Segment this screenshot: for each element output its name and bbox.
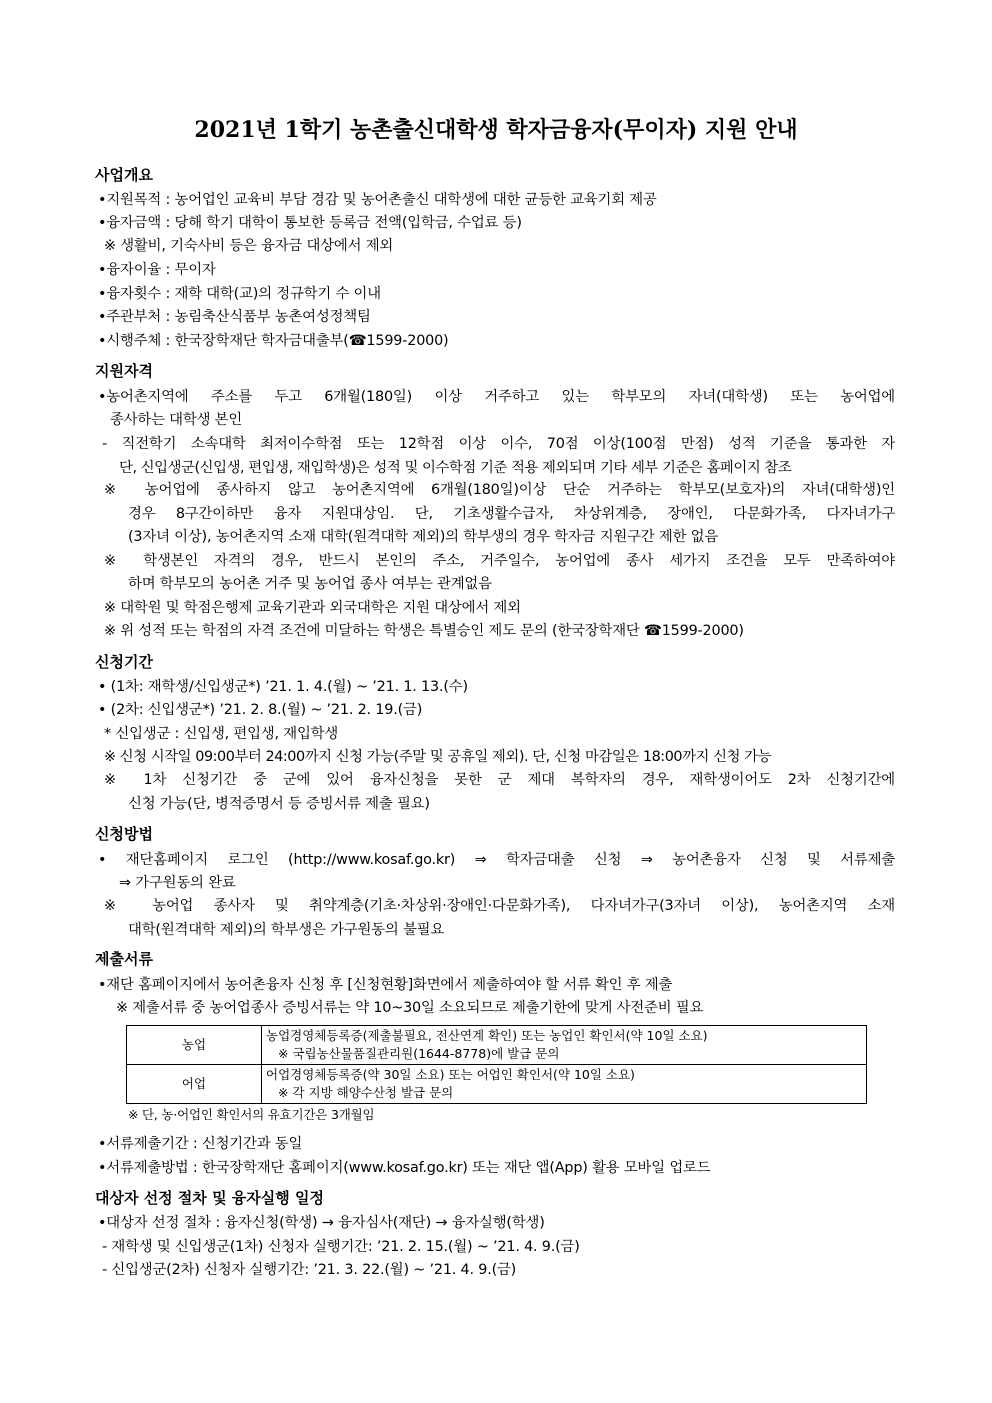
method-line: • 재단홈페이지 로그인 (http://www.kosaf.go.kr) ⇒ 학자금대출 신청 ⇒ 농어촌융자 신청 및 서류제출: [98, 852, 895, 868]
eligibility-note: 하며 학부모의 농어촌 거주 및 농어업 종사 여부는 관계없음: [128, 576, 492, 592]
table-detail-text: 농업경영체등록증(제출불필요, 전산연계 확인) 또는 농업인 확인서(약 10일 소요): [266, 1028, 708, 1043]
period-note: 신청 가능(단, 병적증명서 등 증빙서류 제출 필요): [128, 796, 430, 812]
method-line: ⇒ 가구원동의 완료: [119, 875, 236, 891]
documents-table: [126, 1025, 867, 1104]
section-heading-method: 신청방법: [95, 825, 153, 843]
selection-schedule: - 재학생 및 신입생군(1차) 신청자 실행기간: ’21. 2. 15.(월) ~ ’21. 4. 9.(금): [102, 1239, 580, 1255]
overview-amount: •융자금액 : 당해 학기 대학이 통보한 등록금 전액(입학금, 수업료 등): [98, 215, 522, 231]
table-detail-note: ※ 국립농산물품질관리원(1644-8778)에 발급 문의: [278, 1046, 560, 1061]
overview-count: •융자횟수 : 재학 대학(교)의 정규학기 수 이내: [98, 286, 381, 302]
overview-agency: •시행주체 : 한국장학재단 학자금대출부(☎1599-2000): [98, 333, 449, 349]
period-second-round: • (2차: 신입생군*) ’21. 2. 8.(월) ~ ’21. 2. 19.(금): [98, 702, 423, 718]
eligibility-note: ※ 대학원 및 학점은행제 교육기관과 외국대학은 지원 대상에서 제외: [104, 600, 521, 616]
eligibility-note: ※ 위 성적 또는 학점의 자격 조건에 미달하는 학생은 특별승인 제도 문의 (한국장학재단 ☎1599-2000): [104, 623, 744, 639]
eligibility-note: (3자녀 이상), 농어촌지역 소재 대학(원격대학 제외)의 학부생의 경우 학자금 지원구간 제한 없음: [128, 529, 719, 545]
section-heading-selection: 대상자 선정 절차 및 융자실행 일정: [95, 1189, 324, 1207]
eligibility-line: 단, 신입생군(신입생, 편입생, 재입학생)은 성적 및 이수학점 기준 적용 제외되며 기타 세부 기준은 홈페이지 참조: [119, 460, 792, 476]
documents-method: •서류제출방법 : 한국장학재단 홈페이지(www.kosaf.go.kr) 또는 재단 앱(App) 활용 모바일 업로드: [98, 1160, 711, 1176]
method-note: ※ 농어업 종사자 및 취약계층(기초·차상위·장애인·다문화가족), 다자녀가구(3자녀 이상), 농어촌지역 소재: [104, 898, 895, 914]
table-category-cell: 농업: [127, 1026, 262, 1065]
eligibility-line: •농어촌지역에 주소를 두고 6개월(180일) 이상 거주하고 있는 학부모의 자녀(대학생) 또는 농어업에: [98, 389, 895, 405]
table-detail-note: ※ 각 지방 해양수산청 발급 문의: [278, 1085, 454, 1100]
section-heading-period: 신청기간: [95, 653, 153, 671]
period-note: ※ 신청 시작일 09:00부터 24:00까지 신청 가능(주말 및 공휴일 제외). 단, 신청 마감일은 18:00까지 신청 가능: [104, 749, 772, 765]
documents-line: •재단 홈페이지에서 농어촌융자 신청 후 [신청현황]화면에서 제출하여야 할 서류 확인 후 제출: [98, 977, 673, 993]
overview-purpose: •지원목적 : 농어업인 교육비 부담 경감 및 농어촌출신 대학생에 대한 균등한 교육기회 제공: [98, 192, 657, 208]
eligibility-note: ※ 농어업에 종사하지 않고 농어촌지역에 6개월(180일)이상 단순 거주하는 학부모(보호자)의 자녀(대학생)인: [104, 482, 895, 498]
document-title: 2021년 1학기 농촌출신대학생 학자금융자(무이자) 지원 안내: [194, 117, 798, 143]
eligibility-note: 경우 8구간이하만 융자 지원대상임. 단, 기초생활수급자, 차상위계층, 장애인, 다문화가족, 다자녀가구: [128, 506, 895, 522]
selection-schedule: - 신입생군(2차) 신청자 실행기간: ’21. 3. 22.(월) ~ ’21. 4. 9.(금): [102, 1262, 517, 1278]
overview-interest: •융자이율 : 무이자: [98, 262, 216, 278]
eligibility-line: - 직전학기 소속대학 최저이수학점 또는 12학점 이상 이수, 70점 이상(100점 만점) 성적 기준을 통과한 자: [102, 436, 895, 452]
period-freshman-note: * 신입생군 : 신입생, 편입생, 재입학생: [104, 726, 339, 742]
table-detail-cell: [262, 1026, 867, 1065]
method-note: 대학(원격대학 제외)의 학부생은 가구원동의 불필요: [128, 922, 445, 938]
table-row: [127, 1026, 867, 1065]
overview-exclusion-note: ※ 생활비, 기숙사비 등은 융자금 대상에서 제외: [104, 238, 394, 254]
period-note: ※ 1차 신청기간 중 군에 있어 융자신청을 못한 군 제대 복학자의 경우, 재학생이어도 2차 신청기간에: [104, 772, 895, 788]
documents-validity-note: ※ 단, 농·어업인 확인서의 유효기간은 3개월임: [128, 1107, 375, 1122]
documents-note: ※ 제출서류 중 농어업종사 증빙서류는 약 10~30일 소요되므로 제출기한에 맞게 사전준비 필요: [116, 1000, 704, 1016]
table-detail-cell: [262, 1065, 867, 1104]
period-first-round: • (1차: 재학생/신입생군*) ’21. 1. 4.(월) ~ ’21. 1. 13.(수): [98, 679, 468, 695]
eligibility-note: ※ 학생본인 자격의 경우, 반드시 본인의 주소, 거주일수, 농어업에 종사 세가지 조건을 모두 만족하여야: [104, 553, 895, 569]
eligibility-line: 종사하는 대학생 본인: [110, 412, 243, 428]
section-heading-overview: 사업개요: [95, 166, 153, 184]
section-heading-eligibility: 지원자격: [95, 362, 153, 380]
documents-period: •서류제출기간 : 신청기간과 동일: [98, 1136, 303, 1152]
table-row: [127, 1065, 867, 1104]
table-category-cell: 어업: [127, 1065, 262, 1104]
selection-procedure: •대상자 선정 절차 : 융자신청(학생) → 융자심사(재단) → 융자실행(학생): [98, 1215, 545, 1231]
section-heading-documents: 제출서류: [95, 950, 153, 968]
table-detail-text: 어업경영체등록증(약 30일 소요) 또는 어업인 확인서(약 10일 소요): [266, 1067, 635, 1082]
overview-ministry: •주관부처 : 농림축산식품부 농촌여성정책팀: [98, 309, 371, 325]
